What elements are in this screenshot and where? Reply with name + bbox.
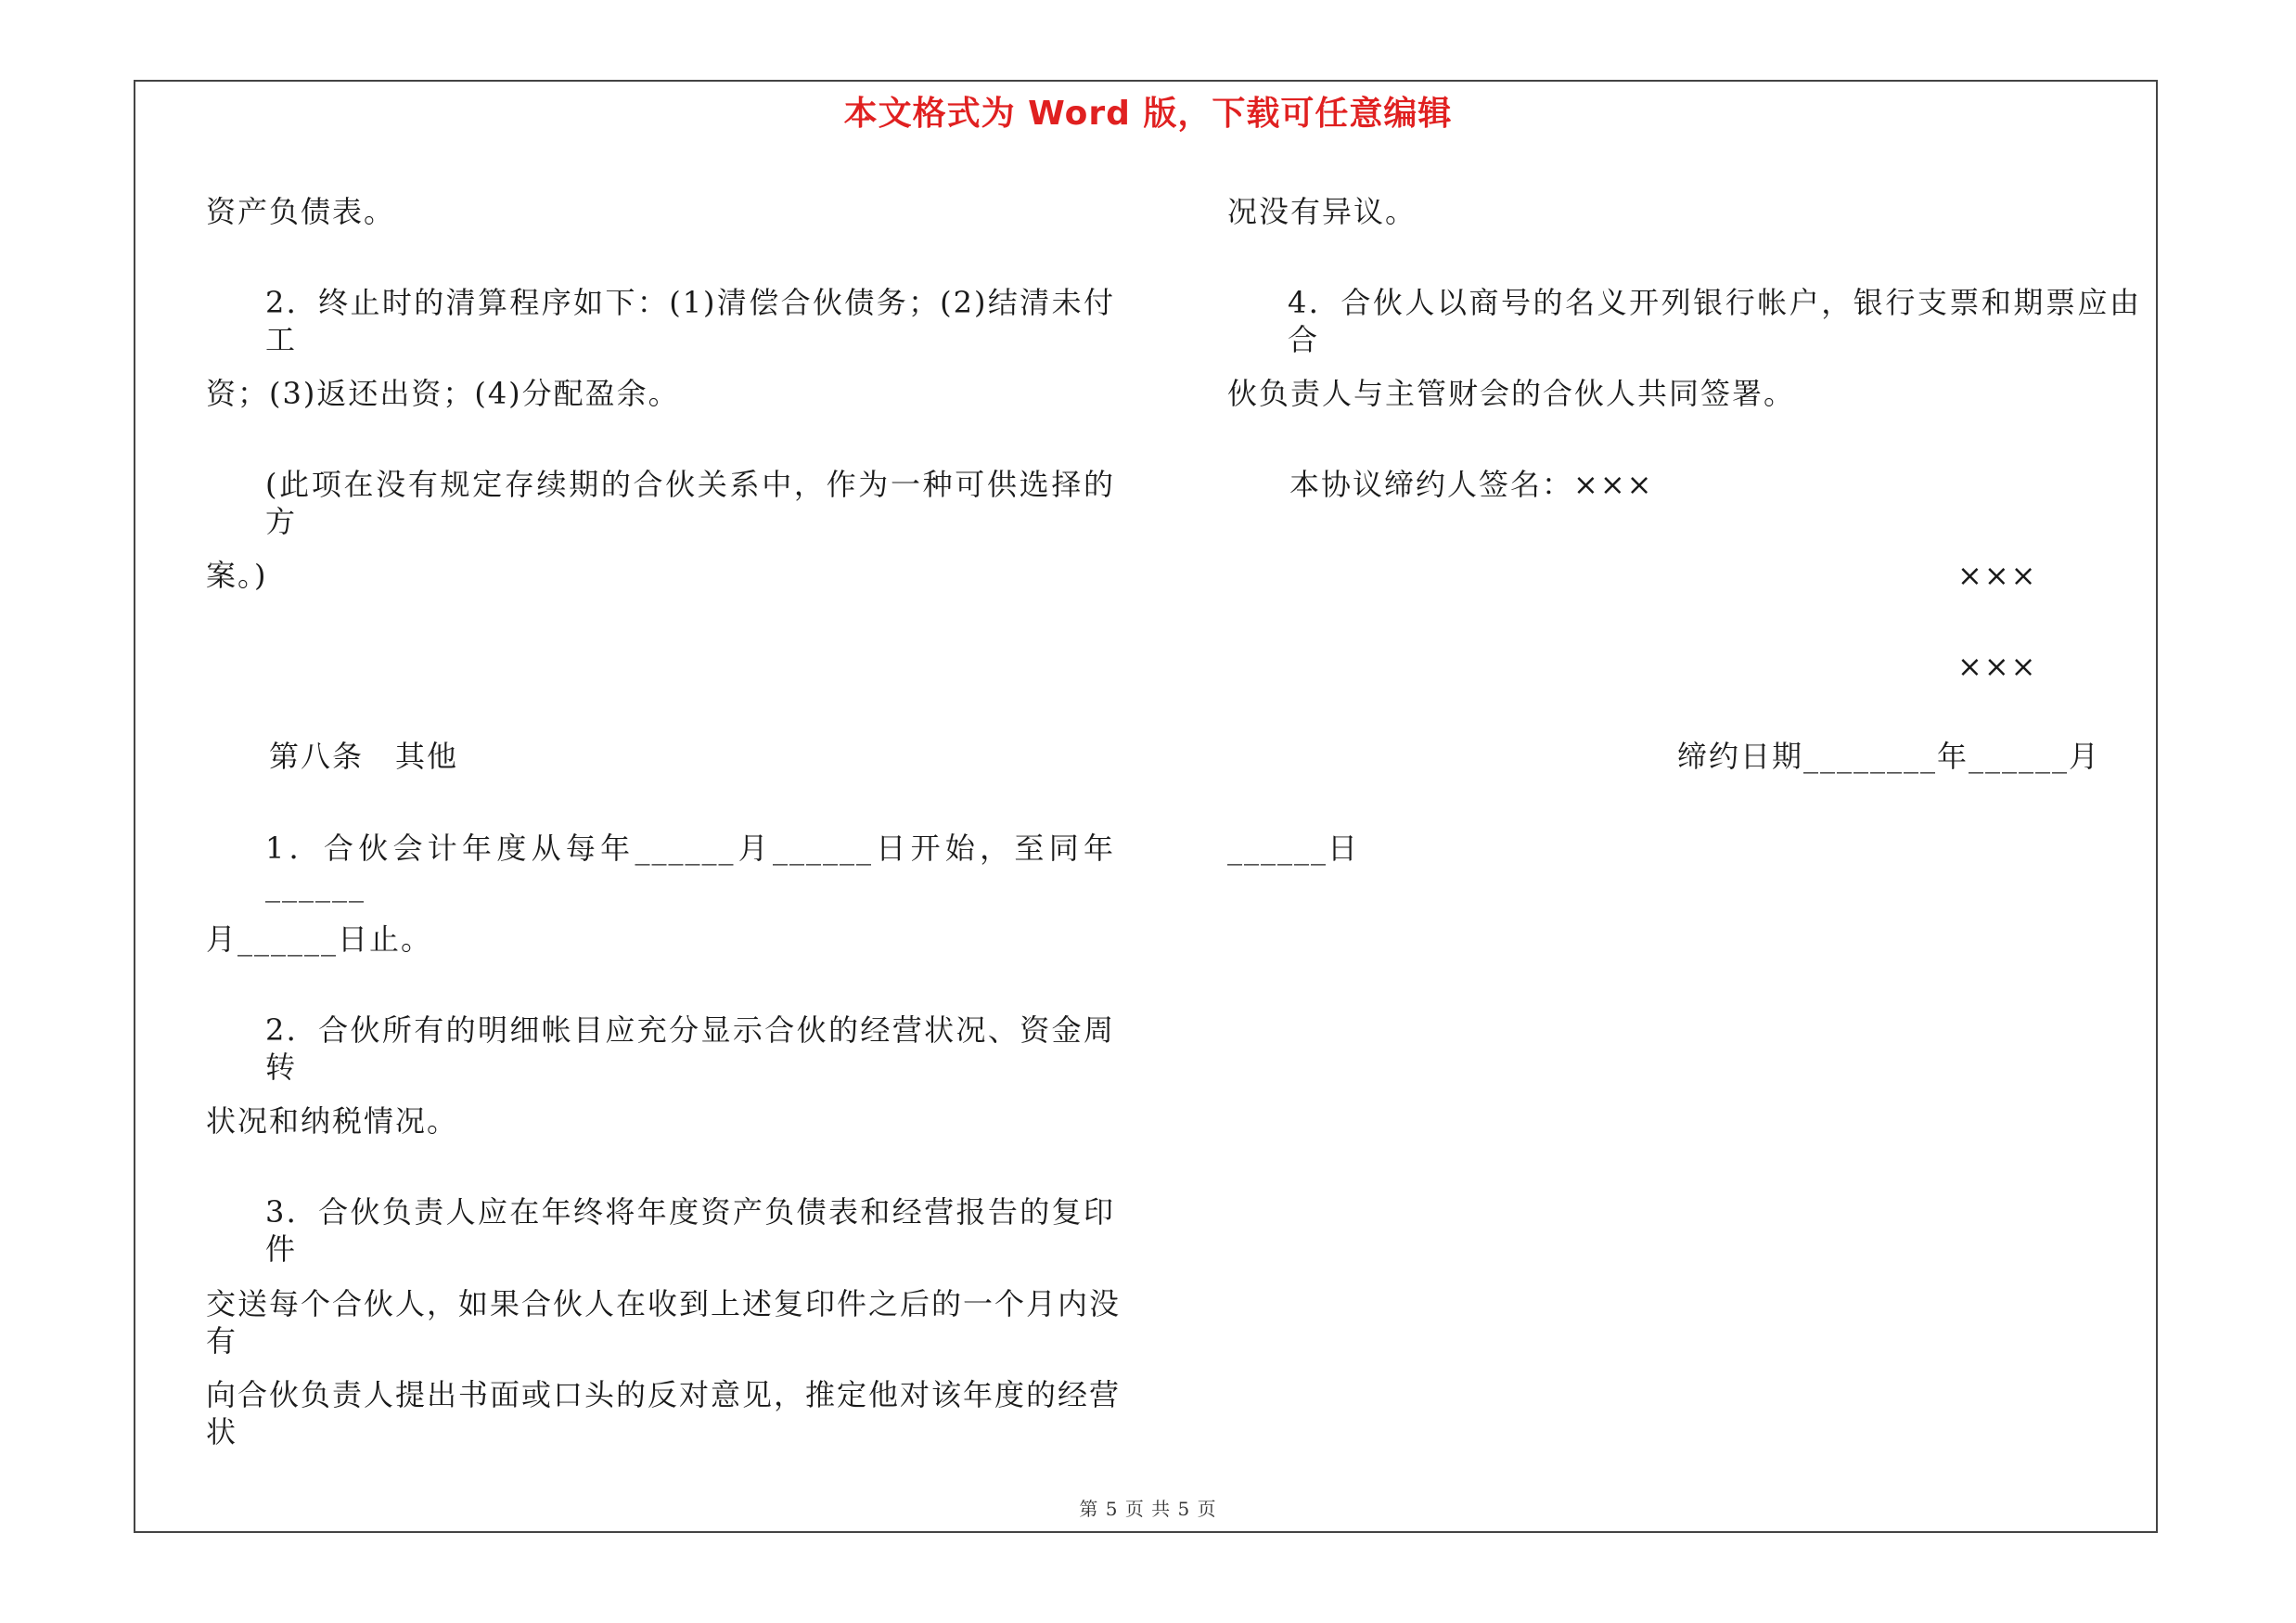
word-format-banner: 本文格式为 Word 版，下载可任意编辑 — [843, 95, 1453, 133]
left-line-9: 2．合伙所有的明细帐目应充分显示合伙的经营状况、资金周转 — [265, 1012, 1115, 1085]
left-line-7: 1．合伙会计年度从每年______月______日开始，至同年______ — [265, 831, 1115, 903]
left-line-12: 交送每个合伙人，如果合伙人在收到上述复印件之后的一个月内没有 — [206, 1286, 1122, 1359]
right-line-2: 4．合伙人以商号的名义开列银行帐户，银行支票和期票应由合 — [1288, 285, 2141, 357]
left-line-4: (此项在没有规定存续期的合伙关系中，作为一种可供选择的方 — [265, 467, 1115, 539]
signature-name-1: ××× — [1957, 558, 2038, 593]
signature-label: 本协议缔约人签名：××× — [1289, 467, 1654, 502]
left-line-8: 月______日止。 — [206, 921, 433, 957]
left-line-10: 状况和纳税情况。 — [206, 1103, 459, 1139]
page-number-footer: 第 5 页 共 5 页 — [1079, 1498, 1217, 1520]
signature-name-2: ××× — [1957, 649, 2038, 684]
right-line-3: 伙负责人与主管财会的合伙人共同签署。 — [1227, 376, 1796, 411]
left-line-1: 资产负债表。 — [206, 194, 396, 229]
left-line-5: 案。) — [206, 558, 268, 593]
right-line-1: 况没有异议。 — [1227, 194, 1417, 229]
left-line-11: 3．合伙负责人应在年终将年度资产负债表和经营报告的复印件 — [265, 1194, 1115, 1267]
left-line-3: 资；(3)返还出资；(4)分配盈余。 — [206, 376, 680, 411]
signing-date-day: ______日 — [1227, 831, 1360, 866]
section-heading-article-8: 第八条 其他 — [269, 739, 459, 774]
left-line-13: 向合伙负责人提出书面或口头的反对意见，推定他对该年度的经营状 — [206, 1377, 1122, 1449]
left-line-2: 2．终止时的清算程序如下：(1)清偿合伙债务；(2)结清未付工 — [265, 285, 1115, 357]
signing-date-line: 缔约日期________年______月 — [1677, 739, 2101, 774]
